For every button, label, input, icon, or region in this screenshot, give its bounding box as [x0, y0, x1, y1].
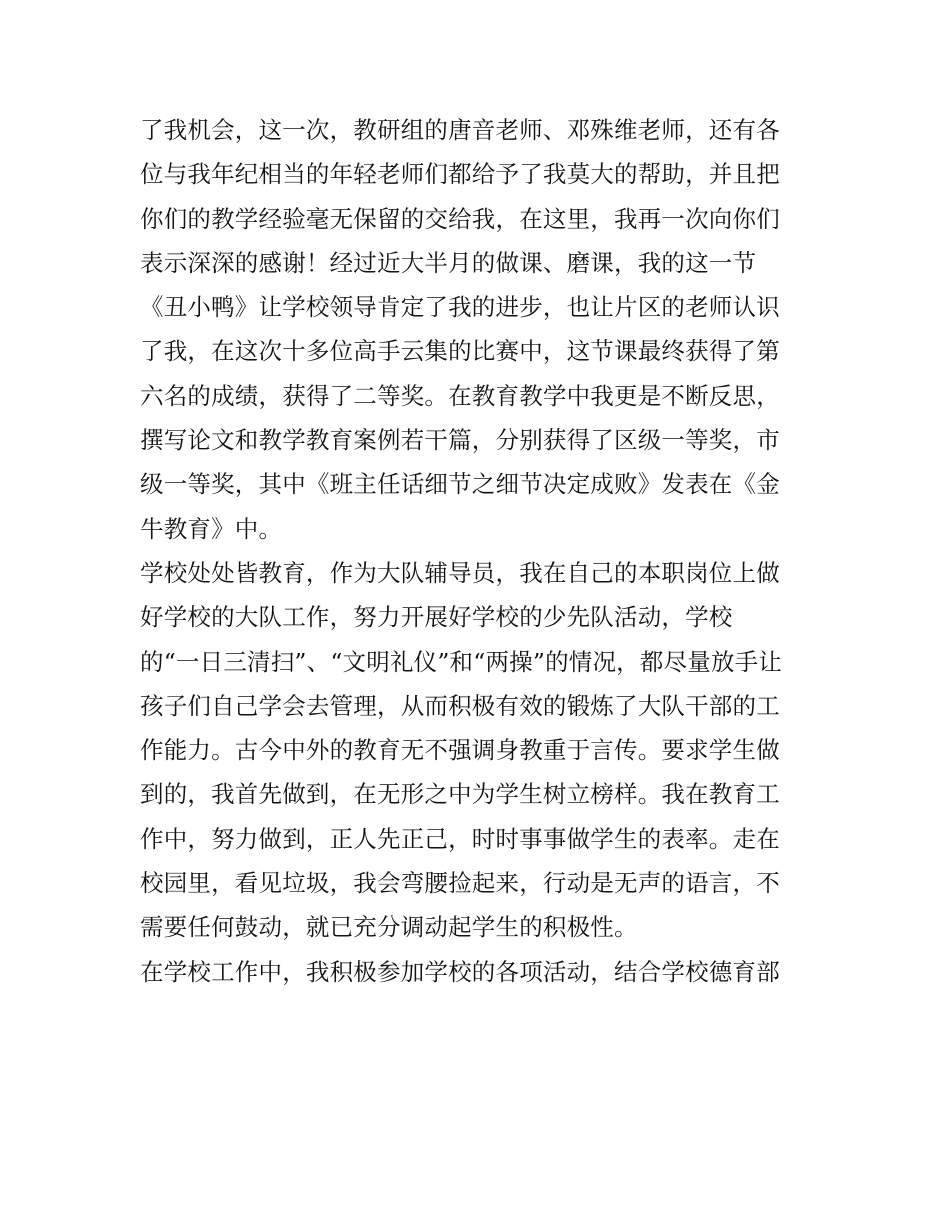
text-line: 好学校的大队工作，努力开展好学校的少先队活动，学校	[140, 603, 733, 632]
text-line: 校园里，看见垃圾，我会弯腰捡起来，行动是无声的语言，不	[140, 869, 780, 898]
text-line: 牛教育》中。	[140, 514, 283, 543]
text-line: 作中，努力做到，正人先正己，时时事事做学生的表率。走在	[140, 824, 780, 853]
text-line: 作能力。古今中外的教育无不强调身教重于言传。要求学生做	[140, 736, 780, 765]
text-line: 级一等奖，其中《班主任话细节之细节决定成败》发表在《金	[140, 470, 780, 499]
text-line: 的“一日三清扫”、“文明礼仪”和“两操”的情况，都尽量放手让	[140, 647, 783, 676]
text-line: 需要任何鼓动，就已充分调动起学生的积极性。	[140, 913, 638, 942]
text-line: 撰写论文和教学教育案例若干篇，分别获得了区级一等奖，市	[140, 426, 780, 455]
text-line: 了我，在这次十多位高手云集的比赛中，这节课最终获得了第	[140, 337, 780, 366]
text-line: 在学校工作中，我积极参加学校的各项活动，结合学校德育部	[140, 957, 780, 986]
text-line: 你们的教学经验毫无保留的交给我，在这里，我再一次向你们	[140, 204, 780, 233]
text-line: 表示深深的感谢！经过近大半月的做课、磨课，我的这一节	[140, 248, 757, 277]
text-line: 学校处处皆教育，作为大队辅导员，我在自己的本职岗位上做	[140, 558, 780, 587]
text-line: 位与我年纪相当的年轻老师们都给予了我莫大的帮助，并且把	[140, 160, 780, 189]
body-text	[140, 108, 820, 994]
text-line: 孩子们自己学会去管理，从而积极有效的锻炼了大队干部的工	[140, 691, 780, 720]
text-line: 到的，我首先做到，在无形之中为学生树立榜样。我在教育工	[140, 780, 780, 809]
text-line: 了我机会，这一次，教研组的唐音老师、邓殊维老师，还有各	[140, 116, 780, 144]
text-line: 六名的成绩，获得了二等奖。在教育教学中我更是不断反思，	[140, 381, 780, 410]
text-line: 《丑小鸭》让学校领导肯定了我的进步，也让片区的老师认识	[140, 293, 780, 322]
